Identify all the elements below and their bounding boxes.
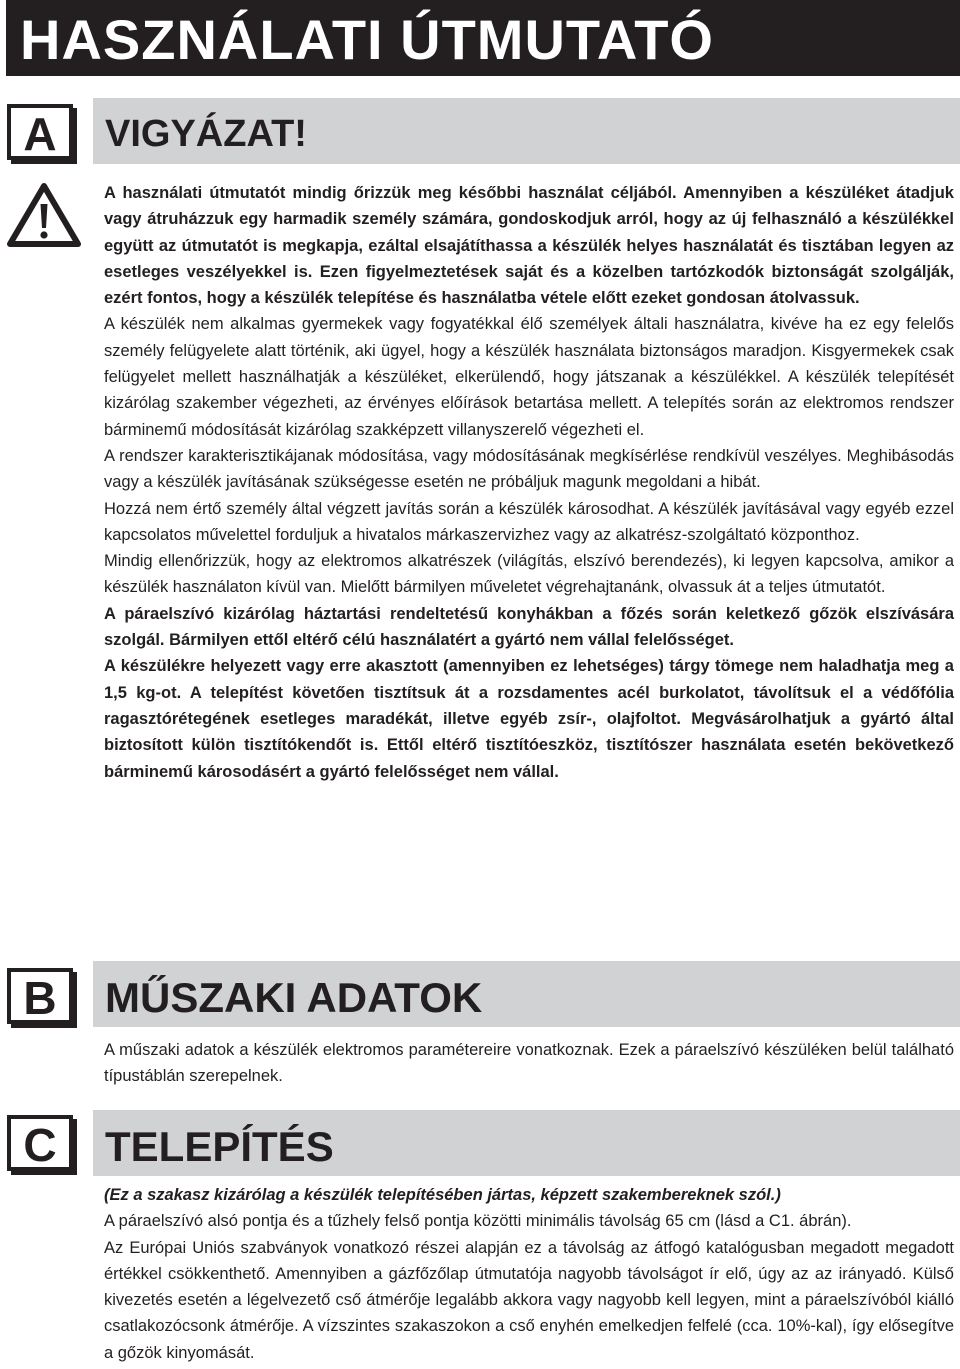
paragraph: A használati útmutatót mindig őrizzük meg későbbi használat céljából. Amennyiben a készüléket átadjuk vagy átruházzuk egy harmadik személy számára, gondoskodjuk arról, hogy az új felhasználó a készülékkel együtt az útmutatót is megkapja, ezáltal elsajátíthassa a készülék helyes használatát és tisztában legyen az esetleges veszélyekkel is. Ezen figyelmeztetések saját és a közelben tartózkodók biztonságát szolgálják, ezért fontos, hogy a készülék telepítése és használatba vétele előtt ezeket gondosan átolvassuk. (104, 184, 954, 308)
paragraph: A páraelszívó alsó pontja és a tűzhely felső pontja közötti minimális távolság 65 cm (lásd a C1. ábrán). (104, 1212, 852, 1231)
section-c-heading: TELEPÍTÉS (93, 1110, 960, 1176)
section-a-letter: A (7, 104, 73, 160)
section-c-letter: C (7, 1115, 73, 1171)
paragraph: A készülékre helyezett vagy erre akasztott (amennyiben ez lehetséges) tárgy tömege nem haladhatja meg a 1,5 kg-ot. A telepítést követően tisztítsuk át a rozsdamentes acél burkolatot, távolítsuk el a védőfólia ragasztórétegének esetleges maradékát, illetve egyéb zsír-, olajfoltot. Megvásárolhatjuk a gyártó által biztosított külön tisztítókendőt is. Ettől eltérő tisztítóeszköz, tisztítószer használata esetén bekövetkező bárminemű károsodásért a gyártó felelősséget nem vállal. (104, 657, 954, 781)
paragraph: A készülék nem alkalmas gyermekek vagy fogyatékkal élő személyek általi használatra, kivéve ha ez egy felelős személy felügyelete alatt történik, aki ügyel, hogy a készülék használata biztonságos maradjon. Kisgyermekek csak felügyelet mellett használhatják a készüléket, elkerülendő, hogy játszanak a készülékkel. A készülék telepítését kizárólag szakember végezheti, az érvényes előírások betartása mellett. A telepítés során az elektromos rendszer bárminemű módosítását kizárólag szakképzett villanyszerelő végezheti el. (104, 315, 954, 439)
warning-icon (6, 180, 82, 250)
paragraph: Az Európai Uniós szabványok vonatkozó részei alapján ez a távolság az átfogó katalógusban megadott megadott értékkel csökkenthető. Amennyiben a gázfőzőlap útmutatója nagyobb távolságot ír elő, úgy az az irányadó. Külső kivezetés esetén a légelvezető cső átmérője legalább akkora vagy nagyobb kell legyen, mint a páraelszívóból kiálló csatlakozócsonk átmérője. A vízszintes szakaszokon a cső enyhén emelkedjen felfelé (cca. 10%-kal), így elősegítve a gőzök kinyomását. (104, 1238, 954, 1362)
paragraph: Mindig ellenőrizzük, hogy az elektromos alkatrészek (világítás, elszívó berendezés), ki legyen kapcsolva, amikor a készülék használaton kívül van. Mielőtt bármilyen műveletet végrehajtanánk, olvassuk át a teljes útmutatót. (104, 552, 954, 597)
section-a-body (104, 180, 954, 785)
page-title: HASZNÁLATI ÚTMUTATÓ (6, 0, 960, 76)
section-c-body (104, 1182, 954, 1366)
paragraph: Hozzá nem értő személy által végzett javítás során a készülék károsodhat. A készülék javításával vagy egyéb ezzel kapcsolatos művelettel forduljuk a hivatalos márkaszervizhez vagy az alkatrész-szolgáltató központhoz. (104, 499, 954, 544)
paragraph: A rendszer karakterisztikájanak módosítása, vagy módosításának megkísérlése rendkívül veszélyes. Meghibásodás vagy a készülék javításának szükségesse esetén ne próbáljuk magunk megoldani a hibát. (104, 446, 954, 492)
installation-note: (Ez a szakasz kizárólag a készülék telepítésében jártas, képzett szakembereknek szól.) (104, 1186, 781, 1204)
section-a-heading: VIGYÁZAT! (93, 98, 960, 164)
section-b-body (104, 1037, 954, 1090)
section-b-letter: B (7, 968, 73, 1024)
section-b-heading: MŰSZAKI ADATOK (93, 961, 960, 1027)
paragraph: A műszaki adatok a készülék elektromos paramétereire vonatkoznak. Ezek a páraelszívó készüléken belül található típustáblán szerepelnek. (104, 1041, 954, 1086)
paragraph: A páraelszívó kizárólag háztartási rendeltetésű konyhákban a főzés során keletkező gőzök elszívására szolgál. Bármilyen ettől eltérő célú használatért a gyártó nem vállal felelősséget. (104, 604, 954, 650)
